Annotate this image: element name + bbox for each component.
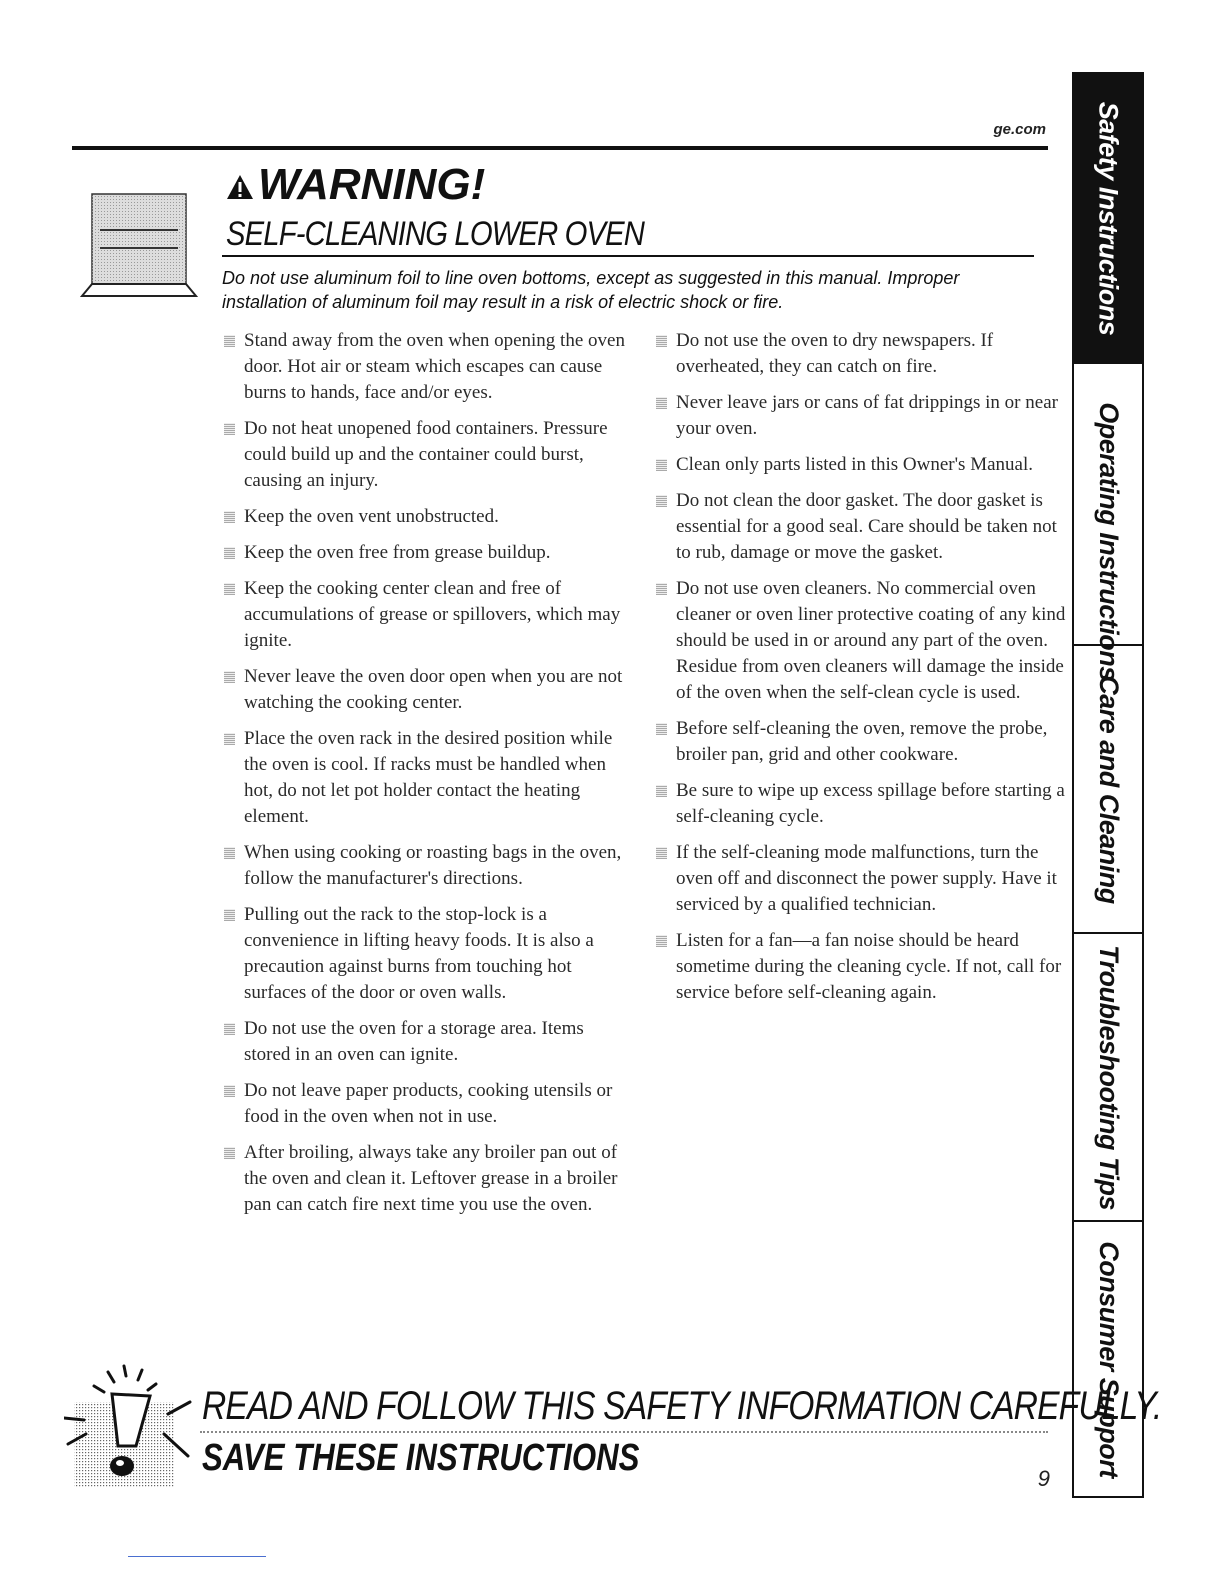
bullet-icon bbox=[656, 847, 667, 859]
list-item: Do not leave paper products, cooking utensils or food in the oven when not in use. bbox=[222, 1078, 632, 1130]
bullet-icon bbox=[224, 733, 235, 745]
list-item: Keep the oven vent unobstructed. bbox=[222, 504, 632, 530]
list-item: Do not heat unopened food containers. Pressure could build up and the container could burst, causing an injury. bbox=[222, 416, 632, 494]
right-column bbox=[654, 328, 1066, 1016]
tab-troubleshooting-tips[interactable]: Troubleshooting Tips bbox=[1074, 932, 1142, 1220]
bullet-icon bbox=[224, 847, 235, 859]
list-item: Be sure to wipe up excess spillage before starting a self-cleaning cycle. bbox=[654, 778, 1066, 830]
page-number: 9 bbox=[1037, 1466, 1050, 1491]
oven-icon bbox=[80, 190, 198, 300]
bottom-link-line bbox=[128, 1556, 266, 1557]
bullet-icon bbox=[656, 495, 667, 507]
bullet-icon bbox=[656, 335, 667, 347]
list-item: Do not clean the door gasket. The door gasket is essential for a good seal. Care should be taken not to rub, damage or move the gasket. bbox=[654, 488, 1066, 566]
bullet-icon bbox=[224, 511, 235, 523]
list-item: Listen for a fan—a fan noise should be heard sometime during the cleaning cycle. If not, call for service before self-cleaning again. bbox=[654, 928, 1066, 1006]
list-item: Pulling out the rack to the stop-lock is a convenience in lifting heavy foods. It is also a precaution against burns from touching hot surfaces of the door or oven walls. bbox=[222, 902, 632, 1006]
bullet-icon bbox=[656, 583, 667, 595]
bullet-icon bbox=[224, 1023, 235, 1035]
list-item: Keep the cooking center clean and free of accumulations of grease or spillovers, which may ignite. bbox=[222, 576, 632, 654]
list-item: Place the oven rack in the desired position while the oven is cool. If racks must be handled when hot, do not let pot holder contact the heating element. bbox=[222, 726, 632, 830]
list-item: Clean only parts listed in this Owner's Manual. bbox=[654, 452, 1066, 478]
bullet-icon bbox=[224, 583, 235, 595]
warning-subtitle: SELF-CLEANING LOWER OVEN bbox=[226, 215, 645, 253]
warning-title-text: WARNING! bbox=[258, 160, 486, 209]
list-item: Stand away from the oven when opening the oven door. Hot air or steam which escapes can cause burns to hands, face and/or eyes. bbox=[222, 328, 632, 406]
list-item: After broiling, always take any broiler pan out of the oven and clean it. Leftover grease in a broiler pan can catch fire next time you use the oven. bbox=[222, 1140, 632, 1218]
footer-rule bbox=[200, 1431, 1048, 1433]
bullet-icon bbox=[224, 547, 235, 559]
list-item: If the self-cleaning mode malfunctions, turn the oven off and disconnect the power supply. Have it serviced by a qualified technician. bbox=[654, 840, 1066, 918]
list-item: Never leave jars or cans of fat drippings in or near your oven. bbox=[654, 390, 1066, 442]
bullet-icon bbox=[224, 1085, 235, 1097]
warning-rule bbox=[222, 255, 1034, 257]
bullet-icon bbox=[656, 785, 667, 797]
bullet-icon bbox=[224, 335, 235, 347]
list-item: Do not use the oven to dry newspapers. If overheated, they can catch on fire. bbox=[654, 328, 1066, 380]
list-item: Never leave the oven door open when you are not watching the cooking center. bbox=[222, 664, 632, 716]
bullet-icon bbox=[656, 935, 667, 947]
save-instructions-banner: SAVE THESE INSTRUCTIONS bbox=[202, 1437, 640, 1479]
read-follow-banner: READ AND FOLLOW THIS SAFETY INFORMATION CAREFULLY. bbox=[202, 1384, 1162, 1428]
safety-alert-icon bbox=[64, 1362, 200, 1492]
section-tabs bbox=[1072, 72, 1144, 1498]
site-url: ge.com bbox=[993, 121, 1046, 138]
bullet-icon bbox=[224, 1147, 235, 1159]
list-item: When using cooking or roasting bags in the oven, follow the manufacturer's directions. bbox=[222, 840, 632, 892]
tab-operating-instructions[interactable]: Operating Instructions bbox=[1074, 362, 1142, 718]
bullet-icon bbox=[224, 423, 235, 435]
bullet-icon bbox=[224, 671, 235, 683]
tab-safety-instructions[interactable]: Safety Instructions bbox=[1074, 74, 1142, 362]
warning-title bbox=[226, 160, 485, 210]
bullet-icon bbox=[656, 397, 667, 409]
tab-care-and-cleaning[interactable]: Care and Cleaning bbox=[1074, 644, 1142, 932]
warning-intro: Do not use aluminum foil to line oven bottoms, except as suggested in this manual. Improper installation of aluminum foil may result in a risk of electric shock or fire. bbox=[222, 268, 960, 312]
tab-consumer-support[interactable]: Consumer Support bbox=[1074, 1220, 1142, 1496]
list-item: Before self-cleaning the oven, remove the probe, broiler pan, grid and other cookware. bbox=[654, 716, 1066, 768]
bullet-icon bbox=[224, 909, 235, 921]
left-column bbox=[222, 328, 632, 1228]
bullet-icon bbox=[656, 459, 667, 471]
warning-triangle-icon bbox=[226, 174, 254, 200]
list-item: Do not use the oven for a storage area. Items stored in an oven can ignite. bbox=[222, 1016, 632, 1068]
header-rule bbox=[72, 146, 1048, 150]
bullet-icon bbox=[656, 723, 667, 735]
list-item: Keep the oven free from grease buildup. bbox=[222, 540, 632, 566]
list-item: Do not use oven cleaners. No commercial oven cleaner or oven liner protective coating of any kind should be used in or around any part of the oven. Residue from oven cleaners will damage the inside of the oven when the self-clean cycle is used. bbox=[654, 576, 1066, 706]
